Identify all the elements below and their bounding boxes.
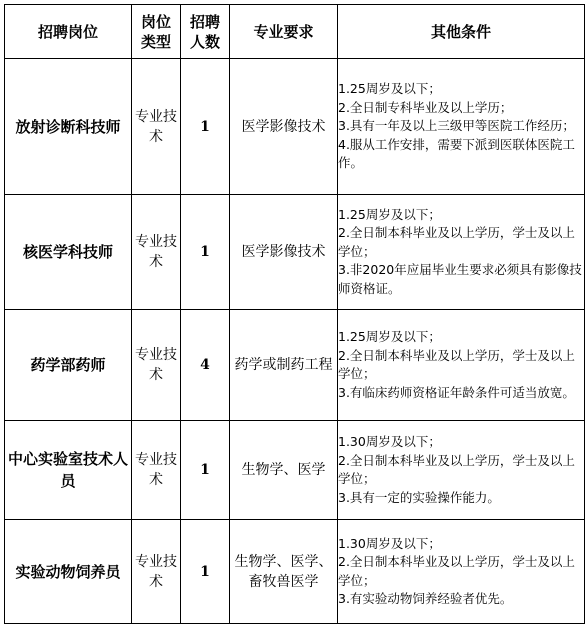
condition-line: 1.25周岁及以下； — [338, 81, 441, 97]
header-post: 招聘岗位 — [5, 5, 132, 59]
condition-line: 3.具有一定的实验操作能力。 — [338, 489, 500, 505]
count-cell: 1 — [181, 59, 230, 195]
condition-line: 1.25周岁及以下； — [338, 206, 441, 222]
conditions-cell — [338, 310, 585, 421]
table-row — [5, 520, 585, 624]
condition-line: 1.30周岁及以下； — [338, 434, 441, 449]
recruitment-table — [4, 4, 585, 624]
post-cell: 放射诊断科技师 — [5, 59, 132, 195]
type-cell: 专业技术 — [132, 195, 181, 310]
type-cell: 专业技术 — [132, 421, 181, 520]
condition-line: 2.全日制本科毕业及以上学历，学士及以上学位； — [338, 554, 575, 588]
count-cell: 1 — [181, 520, 230, 624]
conditions-cell — [338, 59, 585, 195]
condition-line: 2.全日制本科毕业及以上学历，学士及以上学位； — [338, 347, 575, 381]
post-cell: 中心实验室技术人员 — [5, 421, 132, 520]
conditions-cell — [338, 195, 585, 310]
condition-line: 1.25周岁及以下； — [338, 329, 441, 344]
condition-line: 3.具有一年及以上三级甲等医院工作经历； — [338, 118, 575, 134]
header-count: 招聘人数 — [181, 5, 230, 59]
type-cell: 专业技术 — [132, 520, 181, 624]
count-cell: 4 — [181, 310, 230, 421]
type-cell: 专业技术 — [132, 59, 181, 195]
major-cell: 生物学、医学、畜牧兽医学 — [230, 520, 338, 624]
table-row — [5, 59, 585, 195]
conditions-cell — [338, 421, 585, 520]
conditions-cell — [338, 520, 585, 624]
count-cell: 1 — [181, 421, 230, 520]
table-row — [5, 421, 585, 520]
type-cell: 专业技术 — [132, 310, 181, 421]
header-row — [5, 5, 585, 59]
major-cell: 医学影像技术 — [230, 59, 338, 195]
count-cell: 1 — [181, 195, 230, 310]
condition-line: 3.有临床药师资格证年龄条件可适当放宽。 — [338, 384, 575, 400]
condition-line: 3.有实验动物饲养经验者优先。 — [338, 591, 513, 606]
condition-line: 2.全日制专科毕业及以上学历； — [338, 99, 513, 115]
major-cell: 生物学、医学 — [230, 421, 338, 520]
major-cell: 医学影像技术 — [230, 195, 338, 310]
condition-line: 2.全日制本科毕业及以上学历，学士及以上学位； — [338, 225, 575, 259]
condition-line: 1.30周岁及以下； — [338, 535, 441, 551]
major-cell: 药学或制药工程 — [230, 310, 338, 421]
post-cell: 实验动物饲养员 — [5, 520, 132, 624]
header-major: 专业要求 — [230, 5, 338, 59]
post-cell: 药学部药师 — [5, 310, 132, 421]
post-cell: 核医学科技师 — [5, 195, 132, 310]
condition-line: 2.全日制本科毕业及以上学历，学士及以上学位； — [338, 452, 575, 486]
header-type: 岗位类型 — [132, 5, 181, 59]
condition-line: 3.非2020年应届毕业生要求必须具有影像技师资格证。 — [338, 262, 582, 296]
condition-line: 4.服从工作安排，需要下派到医联体医院工作。 — [338, 136, 575, 171]
header-other: 其他条件 — [338, 5, 585, 59]
table-row — [5, 195, 585, 310]
table-row — [5, 310, 585, 421]
